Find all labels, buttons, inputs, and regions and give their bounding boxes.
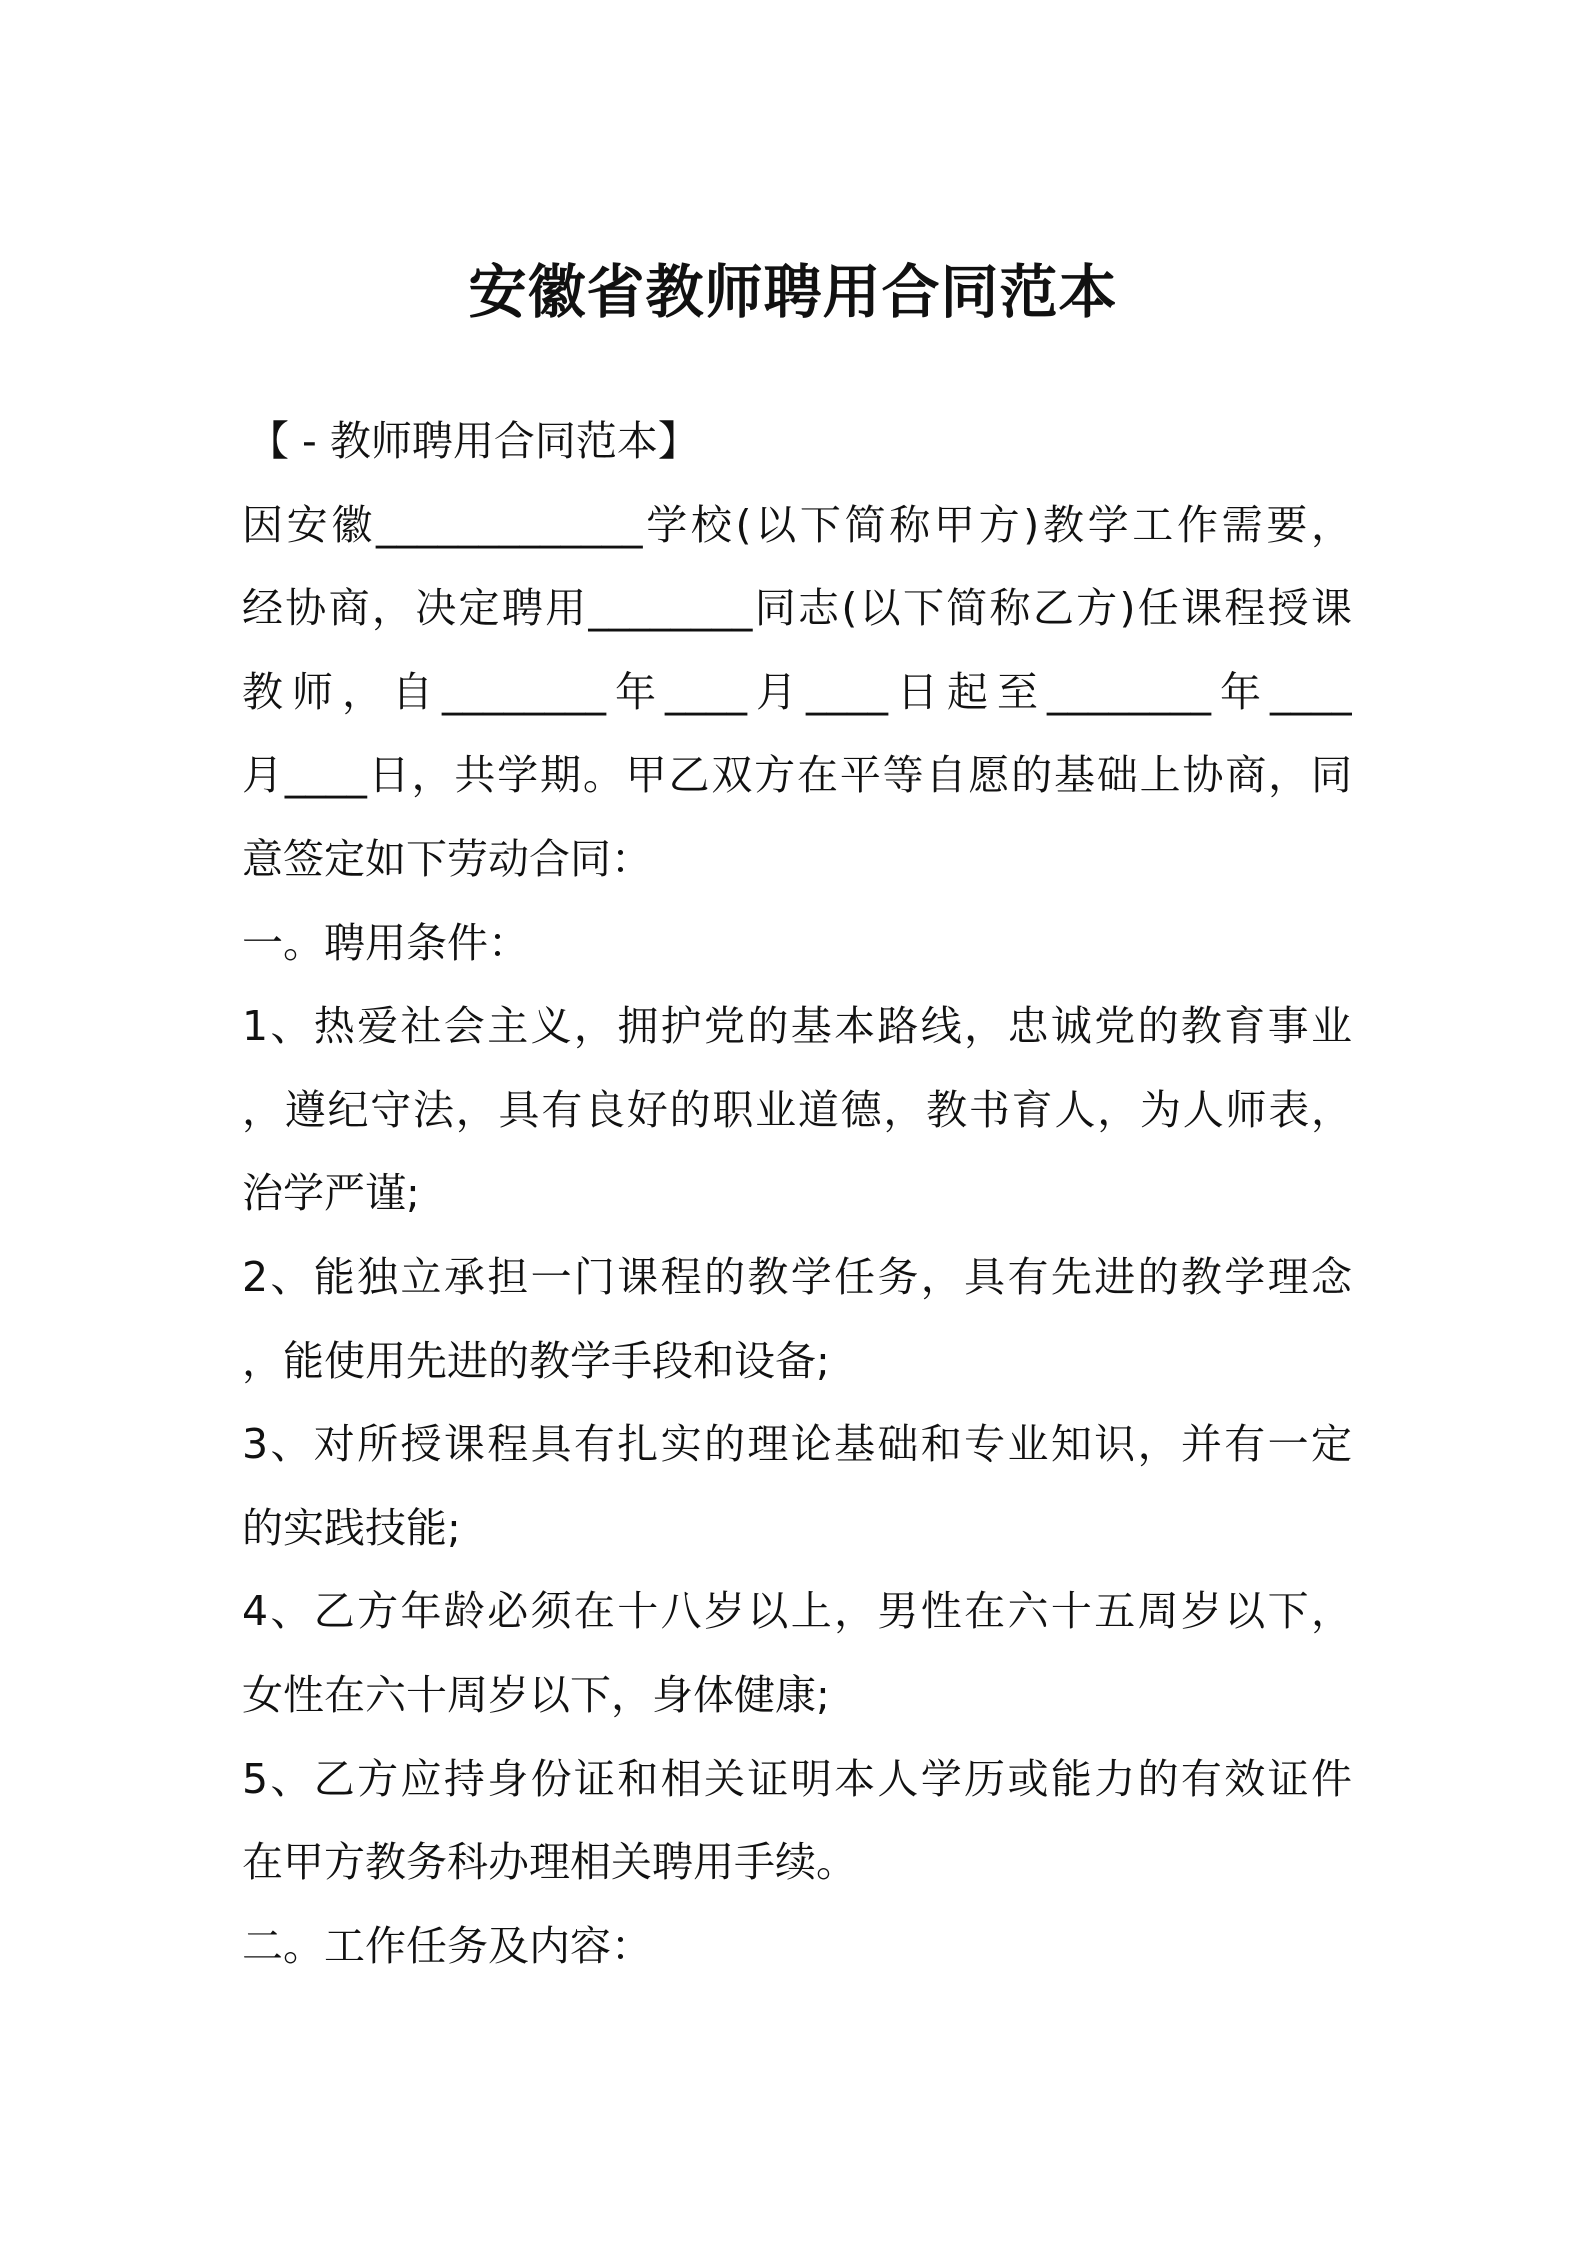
paragraph-line: 因安徽_____________学校(以下简称甲方)教学工作需要， [242,500,1352,549]
paragraph-line: 1、热爱社会主义，拥护党的基本路线，忠诚党的教育事业 [242,1002,1352,1051]
document-body [242,400,1352,1988]
paragraph-line: 经协商，决定聘用________同志(以下简称乙方)任课程授课 [242,584,1352,633]
paragraph-line: 女性在六十周岁以下，身体健康; [242,1670,830,1719]
section-heading: 二。工作任务及内容： [242,1921,652,1970]
paragraph-line: 意签定如下劳动合同： [242,834,652,883]
paragraph-line: 3、对所授课程具有扎实的理论基础和专业知识，并有一定 [242,1420,1352,1469]
paragraph-line: 月____日，共学期。甲乙双方在平等自愿的基础上协商，同 [242,751,1352,800]
paragraph-line: 5、乙方应持身份证和相关证明本人学历或能力的有效证件 [242,1754,1352,1803]
subtitle-line: 【 - 教师聘用合同范本】 [248,417,699,465]
section-heading: 一。聘用条件： [242,918,529,967]
paragraph-line: 2、能独立承担一门课程的教学任务，具有先进的教学理念 [242,1252,1352,1301]
paragraph-line: ，遵纪守法，具有良好的职业道德，教书育人，为人师表， [242,1085,1352,1134]
paragraph-line: 在甲方教务科办理相关聘用手续。 [242,1838,857,1887]
paragraph-line: 4、乙方年龄必须在十八岁以上，男性在六十五周岁以下， [242,1587,1352,1636]
document-title: 安徽省教师聘用合同范本 [468,258,1118,326]
paragraph-line: 治学严谨; [242,1169,420,1218]
paragraph-line: ，能使用先进的教学手段和设备; [242,1336,830,1385]
paragraph-line: 的实践技能; [242,1503,461,1552]
paragraph-line: 教师，自________年____月____日起至________年____ [242,667,1352,716]
